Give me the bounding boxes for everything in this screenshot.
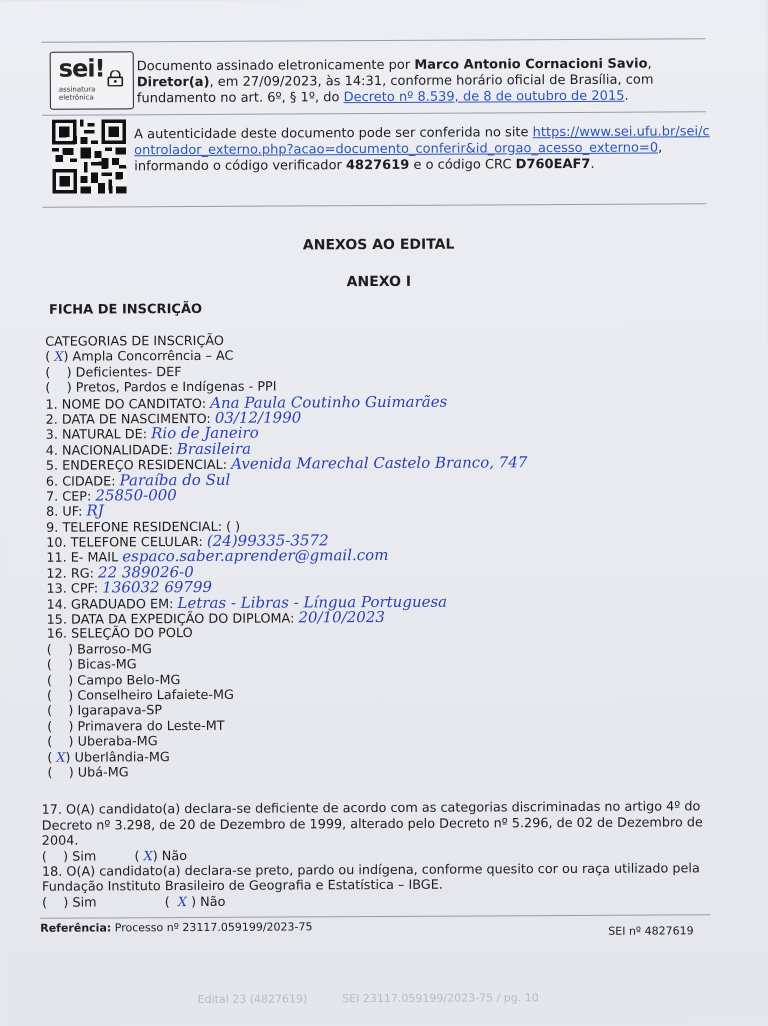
verifier-code: 4827619 — [346, 158, 409, 173]
signature-text-2: , — [647, 57, 651, 72]
polo-label: Uberlândia-MG — [75, 750, 170, 765]
middle-divider — [42, 111, 706, 115]
category-mark: X — [54, 350, 63, 365]
polo-checkbox[interactable]: ( X) — [47, 750, 74, 765]
registration-form — [45, 331, 727, 781]
form-field-label: 12. RG: — [46, 566, 94, 581]
question-18-options — [42, 892, 712, 911]
polo-checkbox[interactable]: ( ) — [47, 735, 77, 750]
annex-title: ANEXO I — [0, 272, 759, 292]
lock-icon — [107, 70, 124, 86]
q18-sim-label: Sim — [72, 895, 96, 910]
top-divider — [42, 38, 706, 42]
form-field-value[interactable]: 136032 69799 — [102, 578, 212, 597]
polo-checkbox[interactable]: ( ) — [47, 658, 77, 673]
authenticity-text-1: A autenticidade deste documento pode ser conferida no site — [134, 125, 533, 142]
reference-divider — [40, 914, 710, 919]
form-field-label: 6. CIDADE: — [46, 474, 116, 489]
polo-label: Campo Belo-MG — [77, 673, 180, 689]
form-field-value[interactable]: Ana Paula Coutinho Guimarães — [210, 392, 447, 411]
authenticity-statement — [134, 124, 714, 175]
category-checkbox[interactable]: ( ) — [45, 381, 75, 396]
field-list — [45, 393, 726, 627]
question-18-text: 18. O(A) candidato(a) declara-se preto, pardo ou indígena, conforme quesito cor ou raça utilizado pela Fundação Instituto Brasileiro de Geografia e Estatística – IBGE. — [42, 861, 712, 896]
form-field-value[interactable]: Paraíba do Sul — [120, 470, 231, 489]
form-field-value[interactable]: 25850-000 — [95, 486, 177, 504]
authenticity-text-3: e o código CRC — [409, 157, 515, 173]
category-label: Ampla Concorrência – AC — [72, 349, 233, 365]
form-field-label: 1. NOME DO CANDITATO: — [45, 396, 206, 412]
polo-mark: X — [56, 750, 65, 765]
crc-code: D760EAF7 — [516, 157, 591, 172]
q17-nao-checkbox[interactable]: ( X) — [134, 849, 157, 864]
sei-logo-word: sei! — [59, 54, 105, 82]
form-field-value[interactable]: espaco.saber.aprender@gmail.com — [122, 546, 388, 565]
signer-name: Marco Antonio Cornacioni Savio — [414, 57, 647, 73]
form-field-label: 13. CPF: — [46, 582, 98, 597]
main-title: ANEXOS AO EDITAL — [0, 235, 759, 255]
signature-text-4: . — [624, 89, 628, 104]
category-label: Pretos, Pardos e Indígenas - PPI — [76, 380, 277, 396]
form-field-value[interactable]: 20/10/2023 — [298, 608, 385, 626]
polo-checkbox[interactable]: ( ) — [47, 689, 77, 704]
question-17-text: 17. O(A) candidato(a) declara-se deficiente de acordo com as categorias discriminadas no artigo 4º do Decreto nº 3.298, de 20 de Dezembro de 1999, alterado pelo Decreto nº 5.296, de 02 de Dezembro de 2004. — [42, 799, 712, 849]
q17-sim-label: Sim — [72, 849, 96, 864]
authenticity-text-2: , informando o código verificador — [134, 141, 662, 175]
form-field-value[interactable]: Brasileira — [177, 439, 251, 457]
polo-checkbox[interactable]: ( ) — [47, 766, 77, 781]
form-field-label: 5. ENDEREÇO RESIDENCIAL: — [46, 458, 227, 474]
form-field-label: 7. CEP: — [46, 489, 91, 504]
sei-logo-subtitle: assinatura eletrônica — [59, 85, 105, 101]
form-field-label: 15. DATA DA EXPEDIÇÃO DO DIPLOMA: — [47, 611, 295, 627]
form-field-value[interactable]: Letras - Libras - Língua Portuguesa — [177, 592, 447, 611]
form-title: FICHA DE INSCRIÇÃO — [49, 302, 202, 318]
form-field-label: 8. UF: — [46, 505, 82, 520]
q18-nao-checkbox[interactable]: ( X ) — [165, 895, 196, 910]
form-field-value[interactable]: 22 389026-0 — [98, 563, 194, 582]
form-field-label: 3. NATURAL DE: — [46, 428, 147, 444]
authenticity-text-4: . — [590, 157, 594, 172]
polo-label: Uberaba-MG — [78, 734, 158, 749]
category-checkbox[interactable]: ( X) — [45, 350, 72, 365]
form-field-label: 11. E- MAIL — [46, 551, 118, 566]
form-field-label: 4. NACIONALIDADE: — [46, 443, 173, 459]
form-field-value[interactable]: (24)99335-3572 — [207, 531, 329, 550]
polo-label: Conselheiro Lafaiete-MG — [77, 688, 234, 704]
polo-label: Ubá-MG — [78, 765, 129, 780]
polo-heading: 16. SELEÇÃO DO POLO — [47, 624, 727, 643]
signer-role: Diretor(a) — [137, 75, 210, 90]
q17-sim-checkbox[interactable]: ( ) — [42, 849, 68, 864]
form-field-label: 14. GRADUADO EM: — [47, 597, 174, 613]
polo-list — [47, 639, 728, 781]
signature-text-1: Documento assinado eletronicamente por — [137, 58, 415, 74]
category-list — [45, 347, 725, 397]
reference-value: Processo nº 23117.059199/2023-75 — [115, 920, 313, 934]
categories-heading: CATEGORIAS DE INSCRIÇÃO — [45, 331, 725, 350]
sei-number: SEI nº 4827619 — [608, 924, 693, 937]
reference-label: Referência: — [40, 921, 111, 934]
qr-code — [50, 119, 128, 193]
form-field-value[interactable]: Rio de Janeiro — [151, 424, 259, 443]
header-bottom-divider — [42, 203, 706, 207]
verification-url-link[interactable]: https://www.sei.ufu.br/sei/controlador_externo.php?acao=documento_conferir&id_orgao_acesso_externo=0 — [134, 124, 710, 158]
polo-label: Bicas-MG — [77, 657, 137, 672]
form-field-value[interactable]: 03/12/1990 — [215, 408, 302, 426]
signature-statement — [137, 56, 697, 107]
polo-checkbox[interactable]: ( ) — [47, 719, 77, 734]
q17-nao-label: Não — [162, 849, 187, 864]
decree-link[interactable]: Decreto nº 8.539, de 8 de outubro de 2015 — [344, 89, 625, 105]
form-field-label: 2. DATA DE NASCIMENTO: — [46, 412, 211, 428]
category-label: Deficientes- DEF — [76, 365, 182, 381]
reference — [40, 920, 312, 934]
polo-label: Barroso-MG — [77, 642, 152, 657]
form-field-label: 9. TELEFONE RESIDENCIAL: ( ) — [46, 519, 240, 535]
sei-logo — [50, 51, 134, 109]
signature-text-3: , em 27/09/2023, às 14:31, conforme horário oficial de Brasília, com fundamento no art. 6º, § 1º, do — [137, 73, 654, 107]
form-field-value[interactable]: Avenida Marechal Castelo Branco, 747 — [231, 453, 527, 473]
polo-checkbox[interactable]: ( ) — [47, 673, 77, 688]
form-field-value[interactable]: RJ — [86, 502, 103, 520]
form-field-label: 10. TELEFONE CELULAR: — [46, 535, 203, 551]
q18-nao-label: Não — [200, 895, 225, 910]
page-footer: Edital 23 (4827619) SEI 23117.059199/2023-75 / pg. 10 — [198, 991, 539, 1006]
polo-checkbox[interactable]: ( ) — [47, 642, 77, 657]
q18-sim-checkbox[interactable]: ( ) — [42, 896, 68, 911]
polo-label: Primavera do Leste-MT — [77, 719, 224, 735]
polo-label: Igarapava-SP — [77, 704, 162, 719]
question-17 — [42, 799, 713, 911]
category-checkbox[interactable]: ( ) — [45, 365, 75, 380]
polo-checkbox[interactable]: ( ) — [47, 704, 77, 719]
